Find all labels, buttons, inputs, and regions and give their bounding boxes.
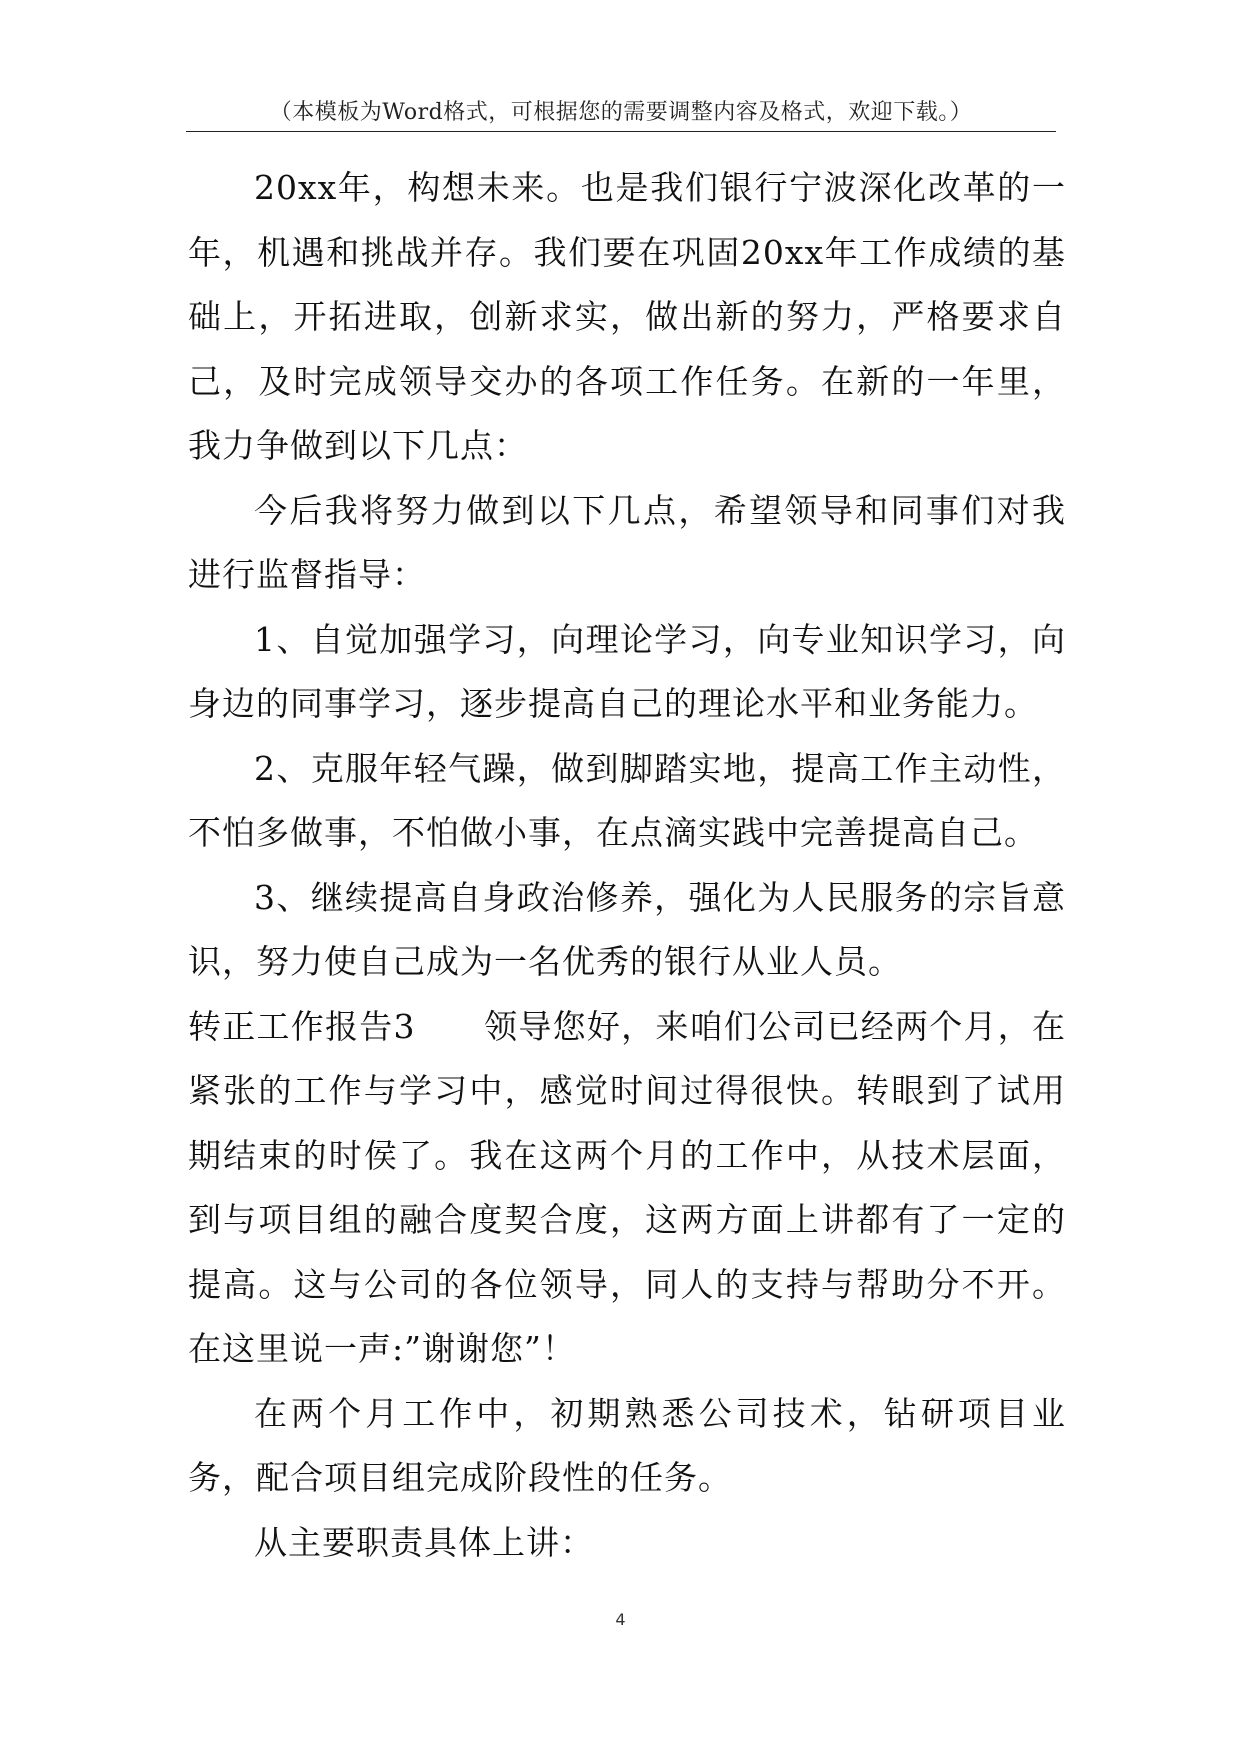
header-divider [186, 131, 1056, 132]
page-number: 4 [615, 1610, 626, 1629]
document-body [188, 156, 1066, 1575]
list-item: 3、继续提高自身政治修养，强化为人民服务的宗旨意识，努力使自己成为一名优秀的银行从业人员。 [188, 877, 1066, 981]
section-paragraph: 转正工作报告3 领导您好，来咱们公司已经两个月，在紧张的工作与学习中，感觉时间过得很快。转眼到了试用期结束的时侯了。我在这两个月的工作中，从技术层面，到与项目组的融合度契合度，这两方面上讲都有了一定的提高。这与公司的各位领导，同人的支持与帮助分不开。在这里说一声:”谢谢您”！ [188, 1006, 1066, 1368]
paragraph: 在两个月工作中，初期熟悉公司技术，钻研项目业务，配合项目组完成阶段性的任务。 [188, 1393, 1066, 1497]
header-note: （本模板为Word格式，可根据您的需要调整内容及格式，欢迎下载。） [269, 100, 973, 125]
paragraph: 从主要职责具体上讲： [254, 1522, 594, 1562]
list-item: 1、自觉加强学习，向理论学习，向专业知识学习，向身边的同事学习，逐步提高自己的理论水平和业务能力。 [188, 619, 1066, 723]
paragraph: 今后我将努力做到以下几点，希望领导和同事们对我进行监督指导： [188, 490, 1066, 594]
paragraph: 20xx年，构想未来。也是我们银行宁波深化改革的一年，机遇和挑战并存。我们要在巩固20xx年工作成绩的基础上，开拓进取，创新求实，做出新的努力，严格要求自己，及时完成领导交办的各项工作任务。在新的一年里，我力争做到以下几点： [188, 168, 1066, 465]
list-item: 2、克服年轻气躁，做到脚踏实地，提高工作主动性，不怕多做事，不怕做小事，在点滴实践中完善提高自己。 [188, 748, 1066, 852]
